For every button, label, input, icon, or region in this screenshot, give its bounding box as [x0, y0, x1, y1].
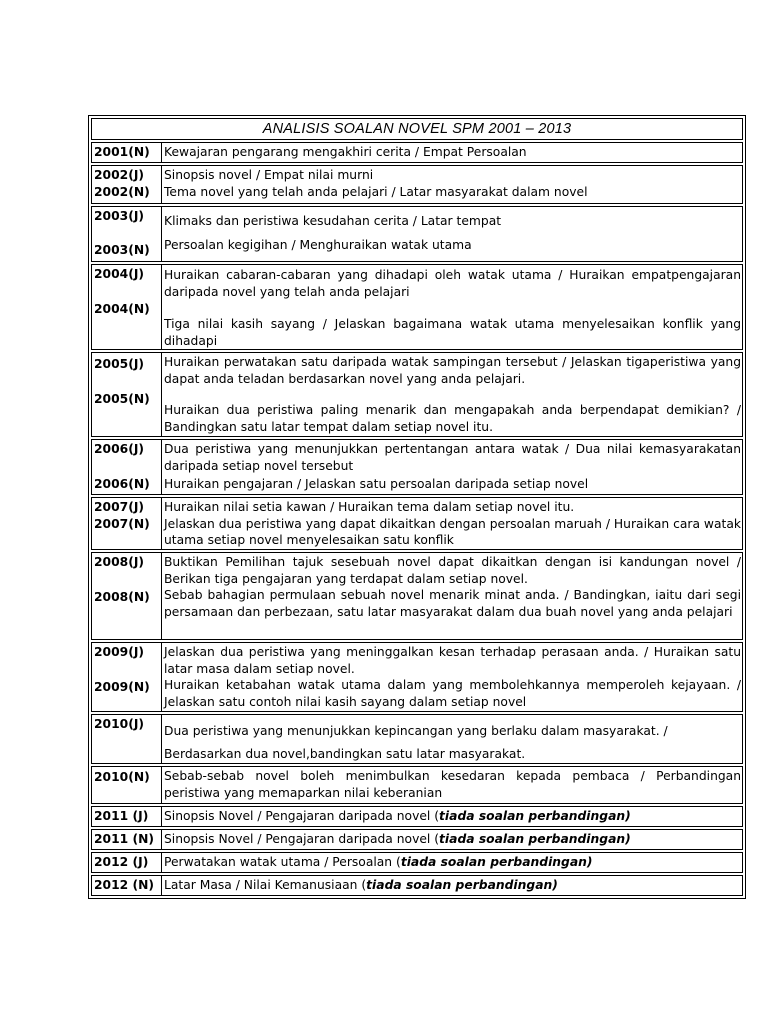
year-label: 2005(N) [94, 392, 150, 406]
table-title-row [91, 118, 743, 140]
table-row [91, 264, 743, 350]
table-row [91, 714, 743, 764]
year-label: 2012 (J) [94, 855, 149, 869]
year-cell [92, 166, 162, 203]
question-text-main: Perwatakan watak utama / Persoalan ( [164, 855, 401, 869]
year-label: 2009(N) [94, 680, 150, 694]
table-row [91, 829, 743, 850]
year-label: 2010(N) [94, 770, 150, 784]
question-text: Dua peristiwa yang menunjukkan pertentangan antara watak / Dua nilai kemasyarakatan daripada setiap novel tersebut [164, 442, 741, 473]
question-cell [162, 143, 742, 162]
table-row [91, 497, 743, 550]
question-cell [162, 553, 742, 639]
year-cell [92, 440, 162, 494]
analysis-table [88, 115, 746, 899]
note-italic: tiada soalan perbandingan) [439, 832, 631, 846]
question-text [164, 877, 741, 894]
question-text-main: Sinopsis Novel / Pengajaran daripada novel ( [164, 809, 440, 823]
year-cell [92, 553, 162, 639]
year-label: 2003(N) [94, 243, 150, 257]
table-row [91, 552, 743, 640]
table-row [91, 352, 743, 437]
question-text: Jelaskan dua peristiwa yang dapat dikaitkan dengan persoalan maruah / Huraikan cara watak utama setiap novel menyelesaikan satu konflik [164, 516, 741, 547]
year-cell [92, 767, 162, 803]
question-cell [162, 207, 742, 261]
year-label: 2002(J) [94, 168, 145, 182]
table-row [91, 206, 743, 262]
table-row [91, 165, 743, 204]
question-cell [162, 265, 742, 349]
question-cell [162, 353, 742, 436]
table-row [91, 642, 743, 712]
year-cell [92, 715, 162, 763]
question-text: Dua peristiwa yang menunjukkan kepincangan yang berlaku dalam masyarakat. / [164, 724, 668, 738]
question-text: Sebab bahagian permulaan sebuah novel menarik minat anda. / Bandingkan, iaitu dari segi persamaan dan perbezaan, satu latar masyarakat dalam dua buah novel yang anda pelajari [164, 588, 741, 619]
table-row [91, 142, 743, 163]
table-row [91, 806, 743, 827]
year-label: 2012 (N) [94, 878, 155, 892]
question-text: Jelaskan dua peristiwa yang meninggalkan kesan terhadap perasaan anda. / Huraikan satu latar masa dalam setiap novel. [164, 645, 741, 676]
year-cell [92, 498, 162, 549]
note-italic: tiada soalan perbandingan) [400, 855, 593, 869]
year-label: 2001(N) [94, 145, 150, 159]
question-text: Tema novel yang telah anda pelajari / Latar masyarakat dalam novel [164, 184, 588, 199]
year-cell [92, 807, 162, 826]
table-row [91, 766, 743, 804]
question-text-main: Sinopsis Novel / Pengajaran daripada novel ( [164, 832, 440, 846]
year-label: 2005(J) [94, 357, 145, 371]
question-text: Klimaks dan peristiwa kesudahan cerita / Latar tempat [164, 214, 502, 228]
question-text: Buktikan Pemilihan tajuk sesebuah novel dapat dikaitkan dengan isi kandungan novel / Berikan tiga pengajaran yang terdapat dalam setiap novel. [164, 555, 741, 586]
table-row [91, 439, 743, 495]
question-cell [162, 830, 742, 849]
question-cell [162, 643, 742, 711]
question-text: Huraikan ketabahan watak utama dalam yang membolehkannya memperoleh kejayaan. / Jelaskan satu contoh nilai kasih sayang dalam setiap novel [164, 678, 741, 709]
note-italic: tiada soalan perbandingan) [439, 809, 631, 823]
year-cell [92, 876, 162, 895]
year-label: 2008(N) [94, 590, 150, 604]
year-label: 2011 (N) [94, 832, 155, 846]
question-text: Huraikan nilai setia kawan / Huraikan tema dalam setiap novel itu. [164, 500, 575, 514]
question-text [164, 831, 741, 848]
question-text: Huraikan perwatakan satu daripada watak sampingan tersebut / Jelaskan tigaperistiwa yang dapat anda teladan berdasarkan novel yang anda pelajari. [164, 355, 741, 386]
question-text-main: Latar Masa / Nilai Kemanusiaan ( [164, 878, 367, 892]
year-label: 2003(J) [94, 209, 145, 223]
year-label: 2011 (J) [94, 809, 149, 823]
question-text: Berdasarkan dua novel,bandingkan satu latar masyarakat. [164, 746, 526, 761]
year-label: 2004(J) [94, 267, 145, 281]
question-cell [162, 498, 742, 549]
question-text: Sinopsis novel / Empat nilai murni [164, 168, 374, 182]
question-cell [162, 440, 742, 494]
question-cell [162, 166, 742, 203]
question-text [164, 854, 741, 871]
question-text: Kewajaran pengarang mengakhiri cerita / Empat Persoalan [164, 145, 527, 159]
year-label: 2007(J) [94, 500, 145, 514]
table-row [91, 875, 743, 896]
question-text: Tiga nilai kasih sayang / Jelaskan bagaimana watak utama menyelesaikan konflik yang dihadapi [164, 317, 741, 348]
question-text: Sebab-sebab novel boleh menimbulkan kesedaran kepada pembaca / Perbandingan peristiwa yang memaparkan nilai keberanian [164, 769, 741, 800]
question-text: Huraikan dua peristiwa paling menarik dan mengapakah anda berpendapat demikian? / Bandingkan satu latar tempat dalam setiap novel itu. [164, 403, 741, 434]
year-cell [92, 853, 162, 872]
year-label: 2008(J) [94, 555, 145, 569]
question-cell [162, 876, 742, 895]
year-cell [92, 353, 162, 436]
year-label: 2007(N) [94, 517, 150, 531]
year-cell [92, 143, 162, 162]
year-label: 2009(J) [94, 645, 145, 659]
year-label: 2006(N) [94, 477, 150, 491]
year-label: 2004(N) [94, 302, 150, 316]
year-cell [92, 207, 162, 261]
table-row [91, 852, 743, 873]
year-cell [92, 643, 162, 711]
year-cell [92, 265, 162, 349]
note-italic: tiada soalan perbandingan) [366, 878, 558, 892]
question-cell [162, 715, 742, 763]
question-text [164, 808, 741, 825]
year-label: 2010(J) [94, 717, 145, 731]
question-cell [162, 853, 742, 872]
question-cell [162, 767, 742, 803]
year-label: 2002(N) [94, 185, 150, 199]
question-text: Huraikan cabaran-cabaran yang dihadapi oleh watak utama / Huraikan empatpengajaran daripada novel yang telah anda pelajari [164, 268, 741, 299]
year-label: 2006(J) [94, 442, 145, 456]
question-cell [162, 807, 742, 826]
table-title: ANALISIS SOALAN NOVEL SPM 2001 – 2013 [262, 121, 572, 137]
question-text: Huraikan pengajaran / Jelaskan satu persoalan daripada setiap novel [164, 477, 589, 491]
year-cell [92, 830, 162, 849]
question-text: Persoalan kegigihan / Menghuraikan watak utama [164, 237, 472, 252]
